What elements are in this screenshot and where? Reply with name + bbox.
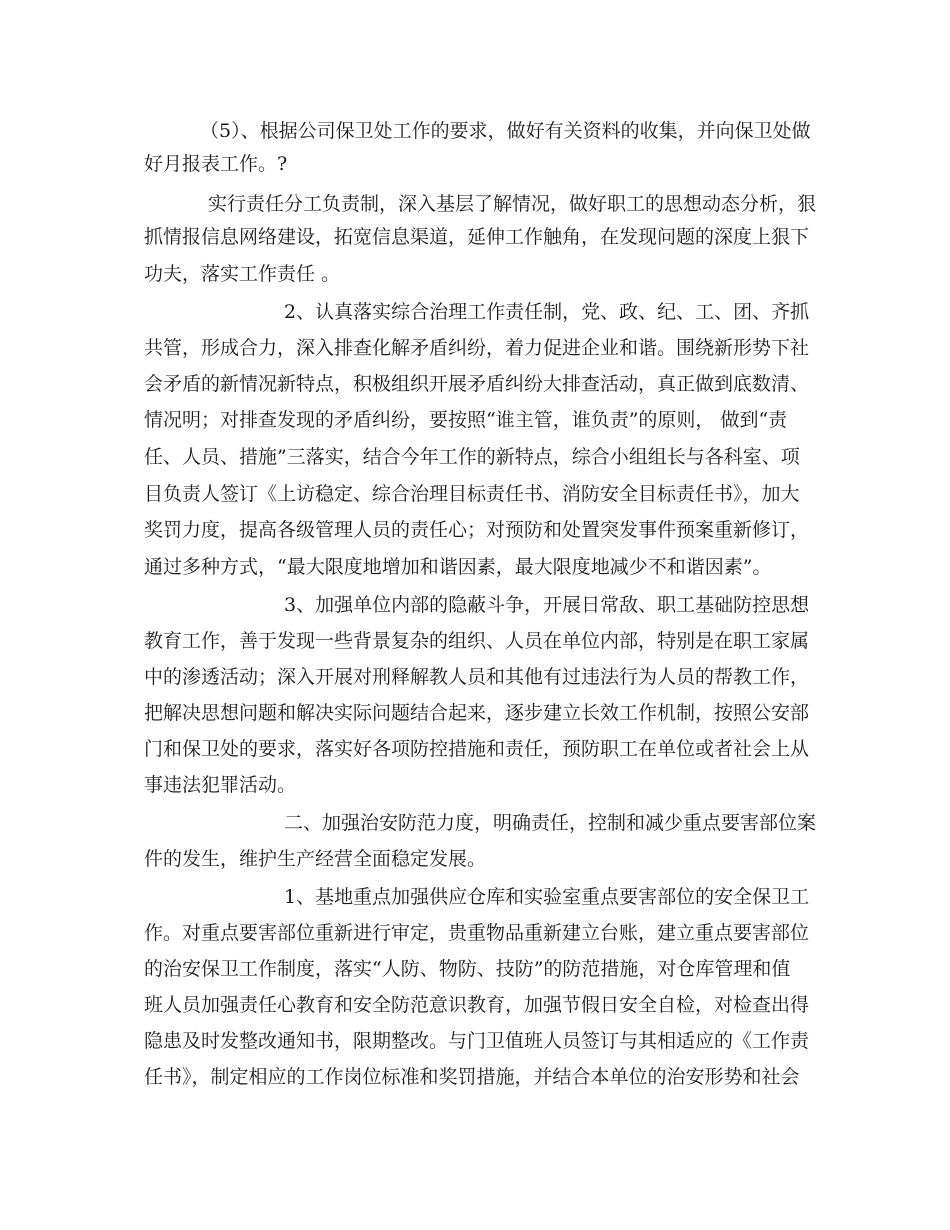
text-line: 任、人员、措施”三落实，结合今年工作的新特点，综合小组组长与各科室、项 [144,446,800,468]
text-line: 中的渗透活动；深入开展对刑释解教人员和其他有过违法行为人员的帮教工作， [144,666,810,688]
text-line: （5）、根据公司保卫处工作的要求，做好有关资料的收集，并向保卫处做 [200,120,811,142]
text-line: 共管，形成合力，深入排查化解矛盾纠纷，着力促进企业和谐。围绕新形势下社 [144,337,810,359]
text-line: 2、认真落实综合治理工作责任制，党、政、纪、工、团、齐抓 [284,301,810,323]
text-line: 好月报表工作。? [144,153,288,175]
text-line: 任书》，制定相应的工作岗位标准和奖罚措施，并结合本单位的治安形势和社会 [144,1066,800,1088]
text-line: 实行责任分工负责制，深入基层了解情况，做好职工的思想动态分析，狠 [208,193,817,215]
text-line: 奖罚力度，提高各级管理人员的责任心；对预防和处置突发事件预案重新修订， [144,519,810,541]
text-line: 隐患及时发整改通知书，限期整改。与门卫值班人员签订与其相适应的《工作责 [144,1030,810,1052]
text-line: 情况明；对排查发现的矛盾纠纷，要按照“谁主管，谁负责”的原则， 做到“责 [144,409,788,431]
text-line: 作。对重点要害部位重新进行审定，贵重物品重新建立台账，建立重点要害部位 [144,922,810,944]
text-line: 功夫，落实工作责任 。 [144,263,341,285]
text-line: 目负责人签订《上访稳定、综合治理目标责任书、消防安全目标责任书》，加大 [144,483,800,505]
text-line: 通过多种方式，“最大限度地增加和谐因素，最大限度地减少不和谐因素”。 [144,556,772,578]
text-line: 班人员加强责任心教育和安全防范意识教育，加强节假日安全自检，对检查出得 [144,994,810,1016]
text-line: 把解决思想问题和解决实际问题结合起来，逐步建立长效工作机制，按照公安部 [144,702,810,724]
text-line: 3、加强单位内部的隐蔽斗争，开展日常敌、职工基础防控思想 [284,594,810,616]
text-line: 事违法犯罪活动。 [144,774,297,796]
text-line: 抓情报信息网络建设，拓宽信息渠道，延伸工作触角，在发现问题的深度上狠下 [144,226,810,248]
text-line: 的治安保卫工作制度，落实“人防、物防、技防”的防范措施，对仓库管理和值 [144,958,791,980]
text-line: 教育工作，善于发现一些背景复杂的组织、人员在单位内部，特别是在职工家属 [144,630,810,652]
text-line: 会矛盾的新情况新特点，积极组织开展矛盾纠纷大排查活动，真正做到底数清、 [144,373,810,395]
text-line: 二、加强治安防范力度，明确责任，控制和减少重点要害部位案 [284,812,817,834]
text-line: 1、基地重点加强供应仓库和实验室重点要害部位的安全保卫工 [284,886,810,908]
text-line: 门和保卫处的要求，落实好各项防控措施和责任，预防职工在单位或者社会上从 [144,738,810,760]
text-line: 件的发生，维护生产经营全面稳定发展。 [144,848,487,870]
